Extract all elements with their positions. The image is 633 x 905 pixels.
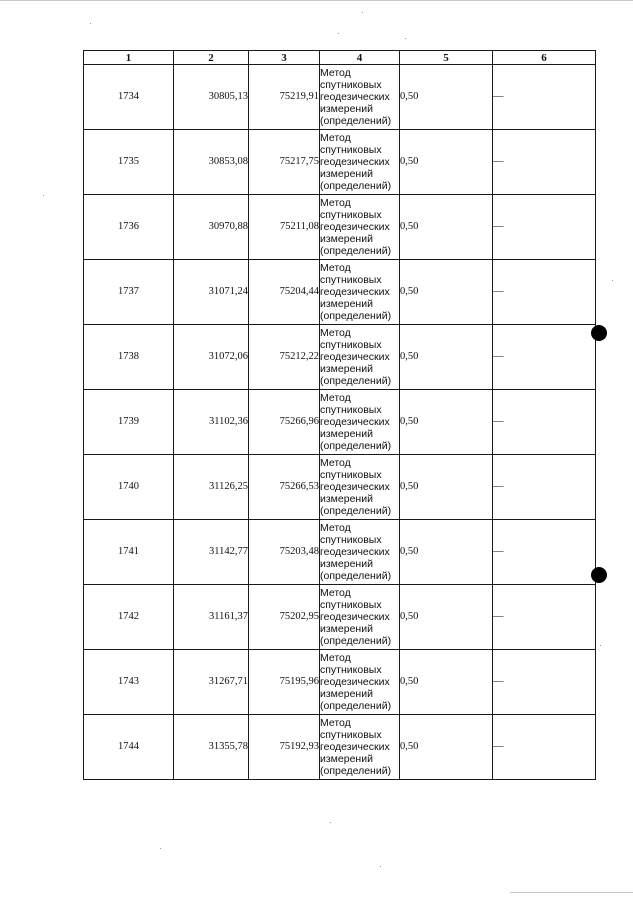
method-line: геодезических [320,286,390,298]
method-line: (определений) [320,375,392,387]
coordinate-y-cell: 75266,96 [249,390,320,455]
method-line: (определений) [320,245,392,257]
method-line: измерений [320,298,373,310]
scan-speck [330,822,331,823]
coordinate-x-cell: 30970,88 [174,195,249,260]
method-line: измерений [320,558,373,570]
scan-speck [43,195,44,196]
coordinate-x-cell: 30805,13 [174,65,249,130]
method-cell [320,650,400,715]
accuracy-cell: 0,50 [400,260,493,325]
table-header-row [84,51,596,65]
accuracy-cell: 0,50 [400,585,493,650]
coordinate-x-cell: 31161,37 [174,585,249,650]
point-number-cell: 1735 [84,130,174,195]
method-cell [320,390,400,455]
coordinate-y-cell: 75192,93 [249,715,320,780]
scan-edge-bottom [510,892,633,893]
point-number-cell: 1741 [84,520,174,585]
method-line: Метод [320,652,351,664]
header-col-2: 2 [174,51,249,65]
coordinate-y-cell: 75211,08 [249,195,320,260]
table-row [84,195,596,260]
method-line: (определений) [320,180,392,192]
scan-speck [90,23,91,24]
note-cell: — [493,130,596,195]
method-line: (определений) [320,505,392,517]
method-line: спутниковых [320,664,382,676]
method-cell [320,715,400,780]
coordinate-x-cell: 31102,36 [174,390,249,455]
punch-hole-mark [591,325,607,341]
point-number-cell: 1744 [84,715,174,780]
point-number-cell: 1742 [84,585,174,650]
scan-speck [600,645,601,646]
method-line: (определений) [320,635,392,647]
scan-edge-top [0,0,633,1]
method-cell [320,585,400,650]
method-line: Метод [320,457,351,469]
table-row [84,260,596,325]
point-number-cell: 1743 [84,650,174,715]
method-line: геодезических [320,611,390,623]
note-cell: — [493,195,596,260]
method-line: геодезических [320,156,390,168]
note-cell: — [493,650,596,715]
method-line: спутниковых [320,144,382,156]
method-line: (определений) [320,570,392,582]
method-cell [320,65,400,130]
header-col-6: 6 [493,51,596,65]
point-number-cell: 1738 [84,325,174,390]
method-cell [320,455,400,520]
method-line: геодезических [320,741,390,753]
method-cell [320,195,400,260]
method-line: геодезических [320,416,390,428]
accuracy-cell: 0,50 [400,520,493,585]
point-number-cell: 1739 [84,390,174,455]
method-line: геодезических [320,351,390,363]
coordinate-y-cell: 75204,44 [249,260,320,325]
table-row [84,65,596,130]
coordinate-y-cell: 75195,96 [249,650,320,715]
accuracy-cell: 0,50 [400,715,493,780]
method-line: (определений) [320,310,392,322]
header-col-4: 4 [320,51,400,65]
point-number-cell: 1737 [84,260,174,325]
note-cell: — [493,715,596,780]
coordinate-y-cell: 75202,95 [249,585,320,650]
method-line: измерений [320,103,373,115]
table-row [84,715,596,780]
method-line: спутниковых [320,79,382,91]
coordinate-x-cell: 31072,06 [174,325,249,390]
coordinate-y-cell: 75203,48 [249,520,320,585]
note-cell: — [493,455,596,520]
point-number-cell: 1734 [84,65,174,130]
method-line: спутниковых [320,599,382,611]
accuracy-cell: 0,50 [400,130,493,195]
method-line: Метод [320,587,351,599]
table-row [84,520,596,585]
method-line: измерений [320,168,373,180]
note-cell: — [493,65,596,130]
note-cell: — [493,585,596,650]
table-row [84,390,596,455]
coordinate-y-cell: 75212,22 [249,325,320,390]
point-number-cell: 1736 [84,195,174,260]
coordinate-x-cell: 31142,77 [174,520,249,585]
table-row [84,585,596,650]
scan-speck [380,866,381,867]
method-line: спутниковых [320,469,382,481]
header-col-5: 5 [400,51,493,65]
method-line: Метод [320,132,351,144]
method-line: измерений [320,753,373,765]
method-line: измерений [320,688,373,700]
method-line: Метод [320,197,351,209]
method-line: (определений) [320,765,392,777]
table-row [84,130,596,195]
method-line: Метод [320,327,351,339]
method-line: спутниковых [320,729,382,741]
method-line: Метод [320,67,351,79]
header-col-3: 3 [249,51,320,65]
method-line: спутниковых [320,339,382,351]
method-line: геодезических [320,546,390,558]
accuracy-cell: 0,50 [400,650,493,715]
coordinates-table [83,50,596,780]
table-row [84,455,596,520]
method-line: измерений [320,623,373,635]
table-row [84,650,596,715]
method-cell [320,520,400,585]
method-cell [320,130,400,195]
method-line: спутниковых [320,404,382,416]
method-line: геодезических [320,676,390,688]
table-row [84,325,596,390]
method-cell [320,260,400,325]
method-line: спутниковых [320,534,382,546]
coordinate-x-cell: 31267,71 [174,650,249,715]
method-line: Метод [320,392,351,404]
scan-speck [160,848,161,849]
accuracy-cell: 0,50 [400,65,493,130]
coordinate-x-cell: 31355,78 [174,715,249,780]
coordinate-x-cell: 31126,25 [174,455,249,520]
punch-hole-mark [591,567,607,583]
method-line: (определений) [320,700,392,712]
coordinate-x-cell: 31071,24 [174,260,249,325]
scan-speck [338,33,339,34]
method-line: геодезических [320,91,390,103]
coordinate-y-cell: 75219,91 [249,65,320,130]
method-line: Метод [320,262,351,274]
scan-speck [405,38,406,39]
method-line: спутниковых [320,274,382,286]
method-line: Метод [320,717,351,729]
method-line: Метод [320,522,351,534]
method-line: спутниковых [320,209,382,221]
point-number-cell: 1740 [84,455,174,520]
coordinate-y-cell: 75217,75 [249,130,320,195]
accuracy-cell: 0,50 [400,390,493,455]
note-cell: — [493,325,596,390]
accuracy-cell: 0,50 [400,325,493,390]
note-cell: — [493,260,596,325]
accuracy-cell: 0,50 [400,455,493,520]
coordinate-y-cell: 75266,53 [249,455,320,520]
method-line: геодезических [320,221,390,233]
table-body [84,65,596,780]
method-line: (определений) [320,440,392,452]
method-line: измерений [320,428,373,440]
method-line: (определений) [320,115,392,127]
method-line: измерений [320,493,373,505]
method-line: измерений [320,233,373,245]
scan-speck [362,12,363,13]
coordinate-x-cell: 30853,08 [174,130,249,195]
method-line: геодезических [320,481,390,493]
note-cell: — [493,390,596,455]
scan-speck [612,280,613,281]
method-line: измерений [320,363,373,375]
header-col-1: 1 [84,51,174,65]
accuracy-cell: 0,50 [400,195,493,260]
note-cell: — [493,520,596,585]
method-cell [320,325,400,390]
